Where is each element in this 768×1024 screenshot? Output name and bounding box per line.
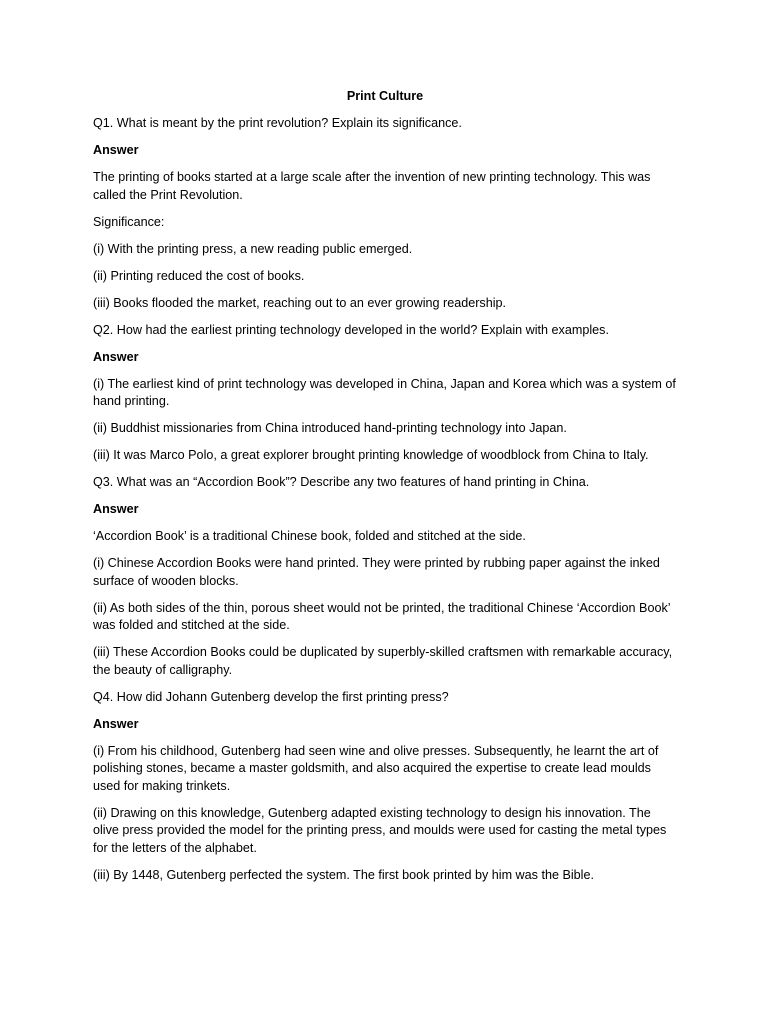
paragraph: The printing of books started at a large scale after the invention of new printing technology. This was called the Print Revolution. <box>93 170 651 202</box>
paragraph: (ii) Buddhist missionaries from China introduced hand-printing technology into Japan. <box>93 421 567 435</box>
paragraph: (iii) Books flooded the market, reaching out to an ever growing readership. <box>93 295 507 310</box>
paragraph: (ii) Drawing on this knowledge, Gutenberg adapted existing technology to design his innovation. The olive press provided the model for the printing press, and moulds were used for casting the metal types for the letters of the alphabet. <box>93 805 667 855</box>
paragraph: (iii) It was Marco Polo, a great explorer brought printing knowledge of woodblock from China to Italy. <box>93 448 649 462</box>
answer-heading: Answer <box>93 502 139 516</box>
paragraph: Q4. How did Johann Gutenberg develop the first printing press? <box>93 689 449 704</box>
paragraph: (ii) As both sides of the thin, porous sheet would not be printed, the traditional Chinese ‘Accordion Book’ was folded and stitched at the side. <box>93 600 671 632</box>
paragraph: Q1. What is meant by the print revolution? Explain its significance. <box>93 116 462 130</box>
paragraph: (iii) These Accordion Books could be duplicated by superbly-skilled craftsmen with remarkable accuracy, the beauty of calligraphy. <box>93 645 673 677</box>
paragraph: (iii) By 1448, Gutenberg perfected the system. The first book printed by him was the Bible. <box>93 867 594 882</box>
document-page <box>93 88 677 894</box>
answer-heading: Answer <box>93 716 139 731</box>
paragraph: Q3. What was an “Accordion Book”? Describe any two features of hand printing in China. <box>93 475 590 489</box>
paragraph: ‘Accordion Book’ is a traditional Chinese book, folded and stitched at the side. <box>93 529 526 543</box>
document-body <box>93 115 677 884</box>
document-title: Print Culture <box>346 89 424 103</box>
paragraph: (i) The earliest kind of print technology was developed in China, Japan and Korea which was a system of hand printing. <box>93 376 676 408</box>
paragraph: Significance: <box>93 214 165 229</box>
answer-heading: Answer <box>93 349 139 364</box>
paragraph: (i) Chinese Accordion Books were hand printed. They were printed by rubbing paper against the inked surface of wooden blocks. <box>93 556 660 588</box>
paragraph: (ii) Printing reduced the cost of books. <box>93 268 305 283</box>
paragraph: Q2. How had the earliest printing technology developed in the world? Explain with examples. <box>93 322 609 337</box>
answer-heading: Answer <box>93 143 139 157</box>
paragraph: (i) With the printing press, a new reading public emerged. <box>93 241 413 256</box>
paragraph: (i) From his childhood, Gutenberg had seen wine and olive presses. Subsequently, he learnt the art of polishing stones, became a master goldsmith, and also acquired the expertise to create lead moulds used for making trinkets. <box>93 743 659 793</box>
